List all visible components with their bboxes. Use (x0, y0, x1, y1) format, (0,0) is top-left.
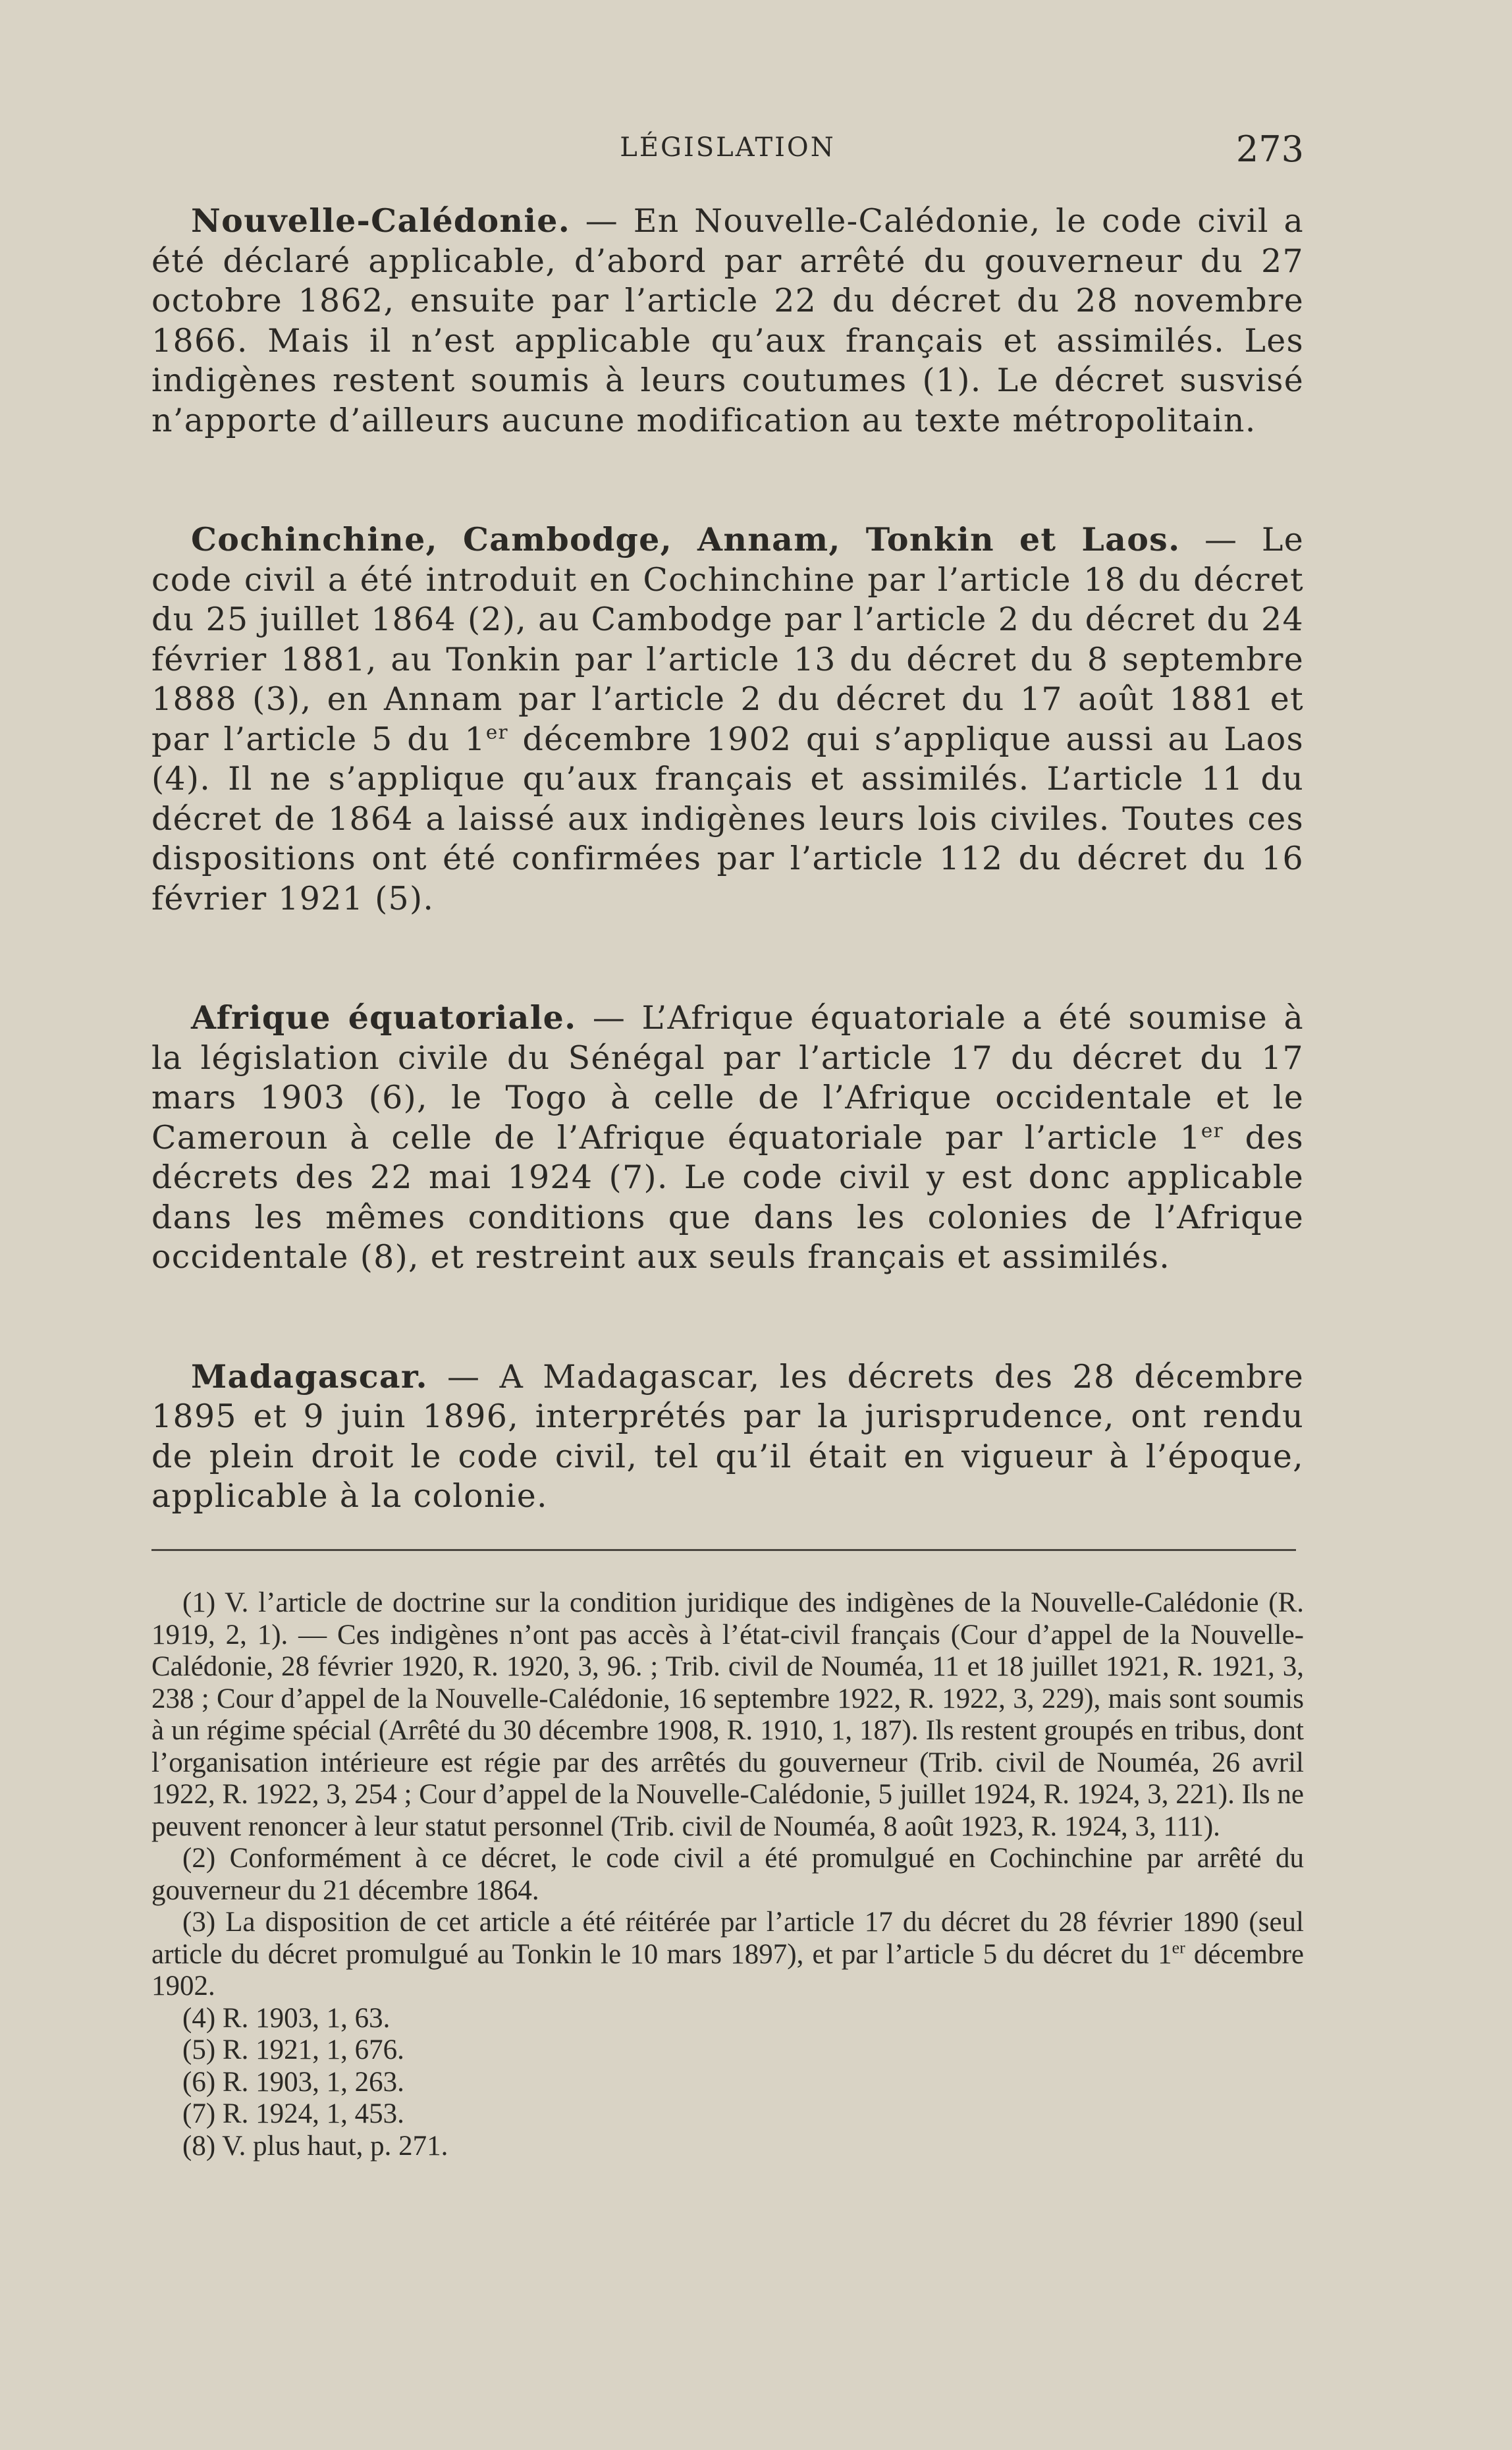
footnote-7: (7) R. 1924, 1, 453. (182, 2098, 404, 2129)
section-nouvelle-caledonie (151, 201, 1304, 441)
section-title: Cochinchine, Cambodge, Annam, Tonkin et Laos. (191, 520, 1181, 558)
superscript: er (1201, 1119, 1224, 1142)
section-madagascar (151, 1357, 1304, 1517)
superscript: er (1172, 1938, 1185, 1957)
footnote-3-text: (3) La disposition de cet article a été réitérée par l’article 17 du décret du 28 février 1890 (seul article du décret promulgué au Tonkin le 10 mars 1897), et par l’article 5 du décret du 1 (151, 1907, 1304, 1970)
page-header (151, 128, 1304, 175)
superscript: er (485, 721, 508, 744)
section-indochine (151, 520, 1304, 919)
paragraph (151, 1357, 1304, 1517)
section-text: — En Nouvelle-Calédonie, le code civil a été déclaré applicable, d’abord par arrêté du gouverneur du 27 octobre 1862, ensuite par l’article 22 du décret du 28 novembre 1866. Mais il n’est applicable qu’aux français et assimilés. Les indigènes restent soumis à leurs coutumes (1). Le décret susvisé n’apporte d’ailleurs aucune modification au texte métropolitain. (151, 202, 1304, 439)
section-title: Nouvelle-Calédonie. (191, 202, 571, 240)
footnote-1: (1) V. l’article de doctrine sur la condition juridique des indigènes de la Nouvelle-Calédonie (R. 1919, 2, 1). — Ces indigènes n’ont pas accès à l’état-civil français (Cour d’appel de la Nouvelle-Calédonie, 28 février 1920, R. 1920, 3, 96. ; Trib. civil de Nouméa, 11 et 18 juillet 1921, R. 1921, 3, 238 ; Cour d’appel de la Nouvelle-Calédonie, 16 septembre 1922, R. 1922, 3, 229), mais sont soumis à un régime spécial (Arrêté du 30 décembre 1908, R. 1910, 1, 187). Ils restent groupés en tribus, dont l’organisation intérieure est régie par des arrêtés du gouverneur (Trib. civil de Nouméa, 26 avril 1922, R. 1922, 3, 254 ; Cour d’appel de la Nouvelle-Calédonie, 5 juillet 1924, R. 1924, 3, 221). Ils ne peuvent renoncer à leur statut personnel (Trib. civil de Nouméa, 8 août 1923, R. 1924, 3, 111). (151, 1587, 1304, 1842)
section-afrique-equatoriale (151, 998, 1304, 1278)
section-title: Afrique équatoriale. (191, 998, 577, 1037)
running-title: LÉGISLATION (620, 132, 836, 163)
section-text: — A Madagascar, les décrets des 28 décembre 1895 et 9 juin 1896, interprétés par la jurisprudence, ont rendu de plein droit le code civil, tel qu’il était en vigueur à l’époque, applicable à la colonie. (151, 1357, 1304, 1515)
footnote-divider (151, 1549, 1296, 1551)
footnotes (151, 1587, 1304, 2162)
footnote-3 (151, 1907, 1304, 2003)
section-text: — L’Afrique équatoriale a été soumise à la législation civile du Sénégal par l’article 17 du décret du 17 mars 1903 (6), le Togo à celle de l’Afrique occidentale et le Cameroun à celle de l’Afrique équatoriale par l’article 1 (151, 999, 1304, 1157)
footnote-4: (4) R. 1903, 1, 63. (182, 2002, 391, 2034)
footnote-2: (2) Conformément à ce décret, le code civil a été promulgué en Cochinchine par arrêté du gouverneur du 21 décembre 1864. (151, 1843, 1304, 1906)
paragraph (151, 520, 1304, 919)
footnote-3-text-continued: décembre 1902. (151, 1938, 1305, 2001)
footnote-6: (6) R. 1903, 1, 263. (182, 2066, 404, 2098)
paragraph (151, 998, 1304, 1278)
footnote-5: (5) R. 1921, 1, 676. (182, 2034, 404, 2065)
section-text: — Le code civil a été introduit en Cochinchine par l’article 18 du décret du 25 juillet 1864 (2), au Cambodge par l’article 2 du décret du 24 février 1881, au Tonkin par l’article 13 du décret du 8 septembre 1888 (3), en Annam par l’article 2 du décret du 17 août 1881 et par l’article 5 du 1 (151, 521, 1304, 758)
page-number: 273 (1235, 128, 1304, 170)
footnote-8: (8) V. plus haut, p. 271. (182, 2130, 448, 2162)
paragraph (151, 201, 1304, 441)
section-title: Madagascar. (191, 1357, 428, 1396)
section-text-continued: décembre 1902 qui s’applique aussi au Laos (4). Il ne s’applique qu’aux français et assimilés. L’article 11 du décret de 1864 a laissé aux indigènes leurs lois civiles. Toutes ces dispositions ont été confirmées par l’article 112 du décret du 16 février 1921 (5). (151, 720, 1304, 917)
body-text (151, 201, 1304, 1596)
section-text-continued: des décrets des 22 mai 1924 (7). Le code civil y est donc applicable dans les mêmes conditions que dans les colonies de l’Afrique occidentale (8), et restreint aux seuls français et assimilés. (151, 1118, 1304, 1276)
